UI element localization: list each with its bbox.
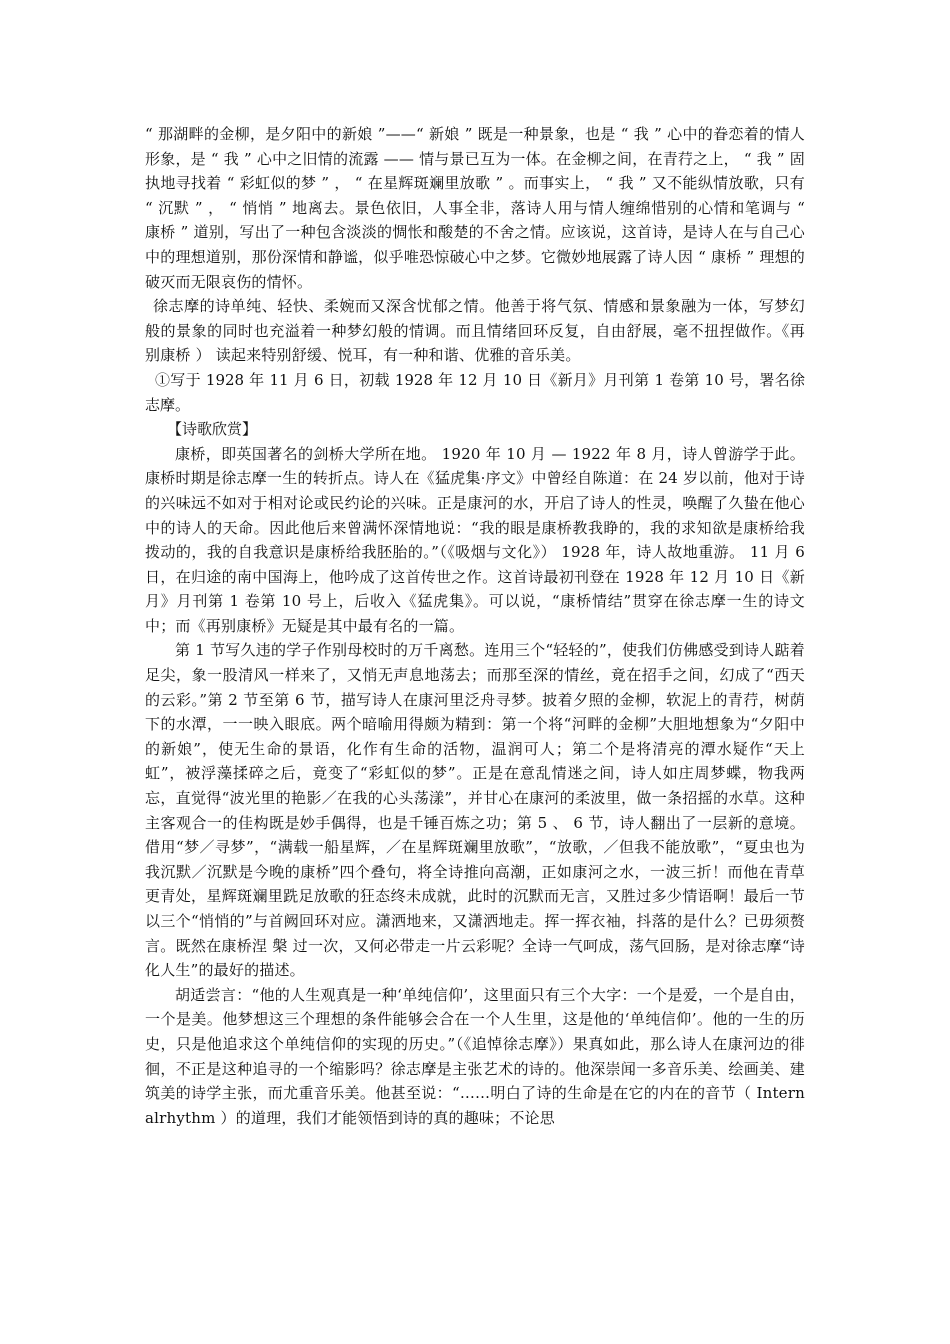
document-page: [145, 122, 805, 1130]
paragraph-kangqiao-intro: 康桥，即英国著名的剑桥大学所在地。 1920 年 10 月 — 1922 年 8 月，诗人曾游学于此。康桥时期是徐志摩一生的转折点。诗人在《猛虎集·序文》中曾经自陈道：在 24 岁以前，他对于诗的兴味远不如对于相对论或民约论的兴味。正是康河的水，开启了诗人的性灵，唤醒了久蛰在他心中的诗人的天命。因此他后来曾满怀深情地说：“我的眼是康桥教我睁的，我的求知欲是康桥给我拨动的，我的自我意识是康桥给我胚胎的。”（《吸烟与文化》） 1928 年，诗人故地重游。 11 月 6 日，在归途的南中国海上，他吟成了这首传世之作。这首诗最初刊登在 1928 年 12 月 10 日《新月》月刊第 1 卷第 10 号上，后收入《猛虎集》。可以说，“康桥情结”贯穿在徐志摩一生的诗文中；而《再别康桥》无疑是其中最有名的一篇。: [145, 444, 805, 635]
paragraph-style-summary: 徐志摩的诗单纯、轻快、柔婉而又深含忧郁之情。他善于将气氛、情感和景象融为一体，写梦幻般的景象的同时也充溢着一种梦幻般的情调。而且情绪回环反复，自由舒展，毫不扭捏做作。《再别康桥 ） 读起来特别舒缓、悦耳，有一种和谐、优雅的音乐美。: [145, 297, 805, 365]
footnote: ①写于 1928 年 11 月 6 日，初载 1928 年 12 月 10 日《新月》月刊第 1 卷第 10 号，署名徐志摩。: [145, 370, 805, 414]
paragraph-hushi-quote: 胡适尝言：“他的人生观真是一种‘单纯信仰’，这里面只有三个大字：一个是爱，一个是自由，一个是美。他梦想这三个理想的条件能够会合在一个人生里，这是他的‘单纯信仰’。他的一生的历史，只是他追求这个单纯信仰的实现的历史。”（《追悼徐志摩》）果真如此，那么诗人在康河边的徘徊，不正是这种追寻的一个缩影吗？徐志摩是主张艺术的诗的。他深崇闻一多音乐美、绘画美、建筑美的诗学主张，而尤重音乐美。他甚至说：“……明白了诗的生命是在它的内在的音节（ Internalrhythm ）的道理，我们才能领悟到诗的真的趣味；不论思: [145, 985, 805, 1127]
paragraph-stanza-analysis: 第 1 节写久违的学子作别母校时的万千离愁。连用三个“轻轻的”，使我们仿佛感受到诗人踮着足尖，象一股清风一样来了，又悄无声息地荡去；而那至深的情丝，竟在招手之间，幻成了“西天的云彩。”第 2 节至第 6 节，描写诗人在康河里泛舟寻梦。披着夕照的金柳，软泥上的青荇，树荫下的水潭，一一映入眼底。两个暗喻用得颇为精到：第一个将“河畔的金柳”大胆地想象为“夕阳中的新娘”，使无生命的景语，化作有生命的活物，温润可人；第二个是将清亮的潭水疑作“天上虹”，被浮藻揉碎之后，竟变了“彩虹似的梦”。正是在意乱情迷之间，诗人如庄周梦蝶，物我两忘，直觉得“波光里的艳影／在我的心头荡漾”，并甘心在康河的柔波里，做一条招摇的水草。这种主客观合一的佳构既是妙手偶得，也是千锤百炼之功；第 5 、 6 节，诗人翻出了一层新的意境。借用“梦／寻梦”，“满载一船星辉，／在星辉斑斓里放歌”，“放歌，／但我不能放歌”，“夏虫也为我沉默／沉默是今晚的康桥”四个叠句，将全诗推向高潮，正如康河之水，一波三折！而他在青草更青处，星辉斑斓里跣足放歌的狂态终未成就，此时的沉默而无言，又胜过多少情语啊！最后一节以三个“悄悄的”与首阙回环对应。潇洒地来，又潇洒地走。挥一挥衣袖，抖落的是什么？已毋须赘言。既然在康桥涅 槃 过一次，又何必带走一片云彩呢？全诗一气呵成，荡气回肠，是对徐志摩“诗化人生”的最好的描述。: [145, 641, 805, 980]
section-heading: 【诗歌欣赏】: [167, 420, 258, 439]
paragraph-analysis-jinliu: “ 那湖畔的金柳，是夕阳中的新娘 ”——“ 新娘 ” 既是一种景象，也是 “ 我 ” 心中的眷恋着的情人形象，是 “ 我 ” 心中之旧情的流露 —— 情与景已互为一体。在金柳之间，在青荇之上， “ 我 ” 固执地寻找着 “ 彩虹似的梦 ” ， “ 在星辉斑斓里放歌 ” 。而事实上， “ 我 ” 又不能纵情放歌，只有 “ 沉默 ” ， “ 悄悄 ” 地离去。景色依旧，人事全非，落诗人用与情人缠绵惜别的心情和笔调与 “ 康桥 ” 道别，写出了一种包含淡淡的惆怅和酸楚的不舍之情。应该说，这首诗，是诗人在与自己心中的理想道别，那份深情和静谧，似乎唯恐惊破心中之梦。它微妙地展露了诗人因 “ 康桥 ” 理想的破灭而无限哀伤的情怀。: [145, 125, 805, 291]
